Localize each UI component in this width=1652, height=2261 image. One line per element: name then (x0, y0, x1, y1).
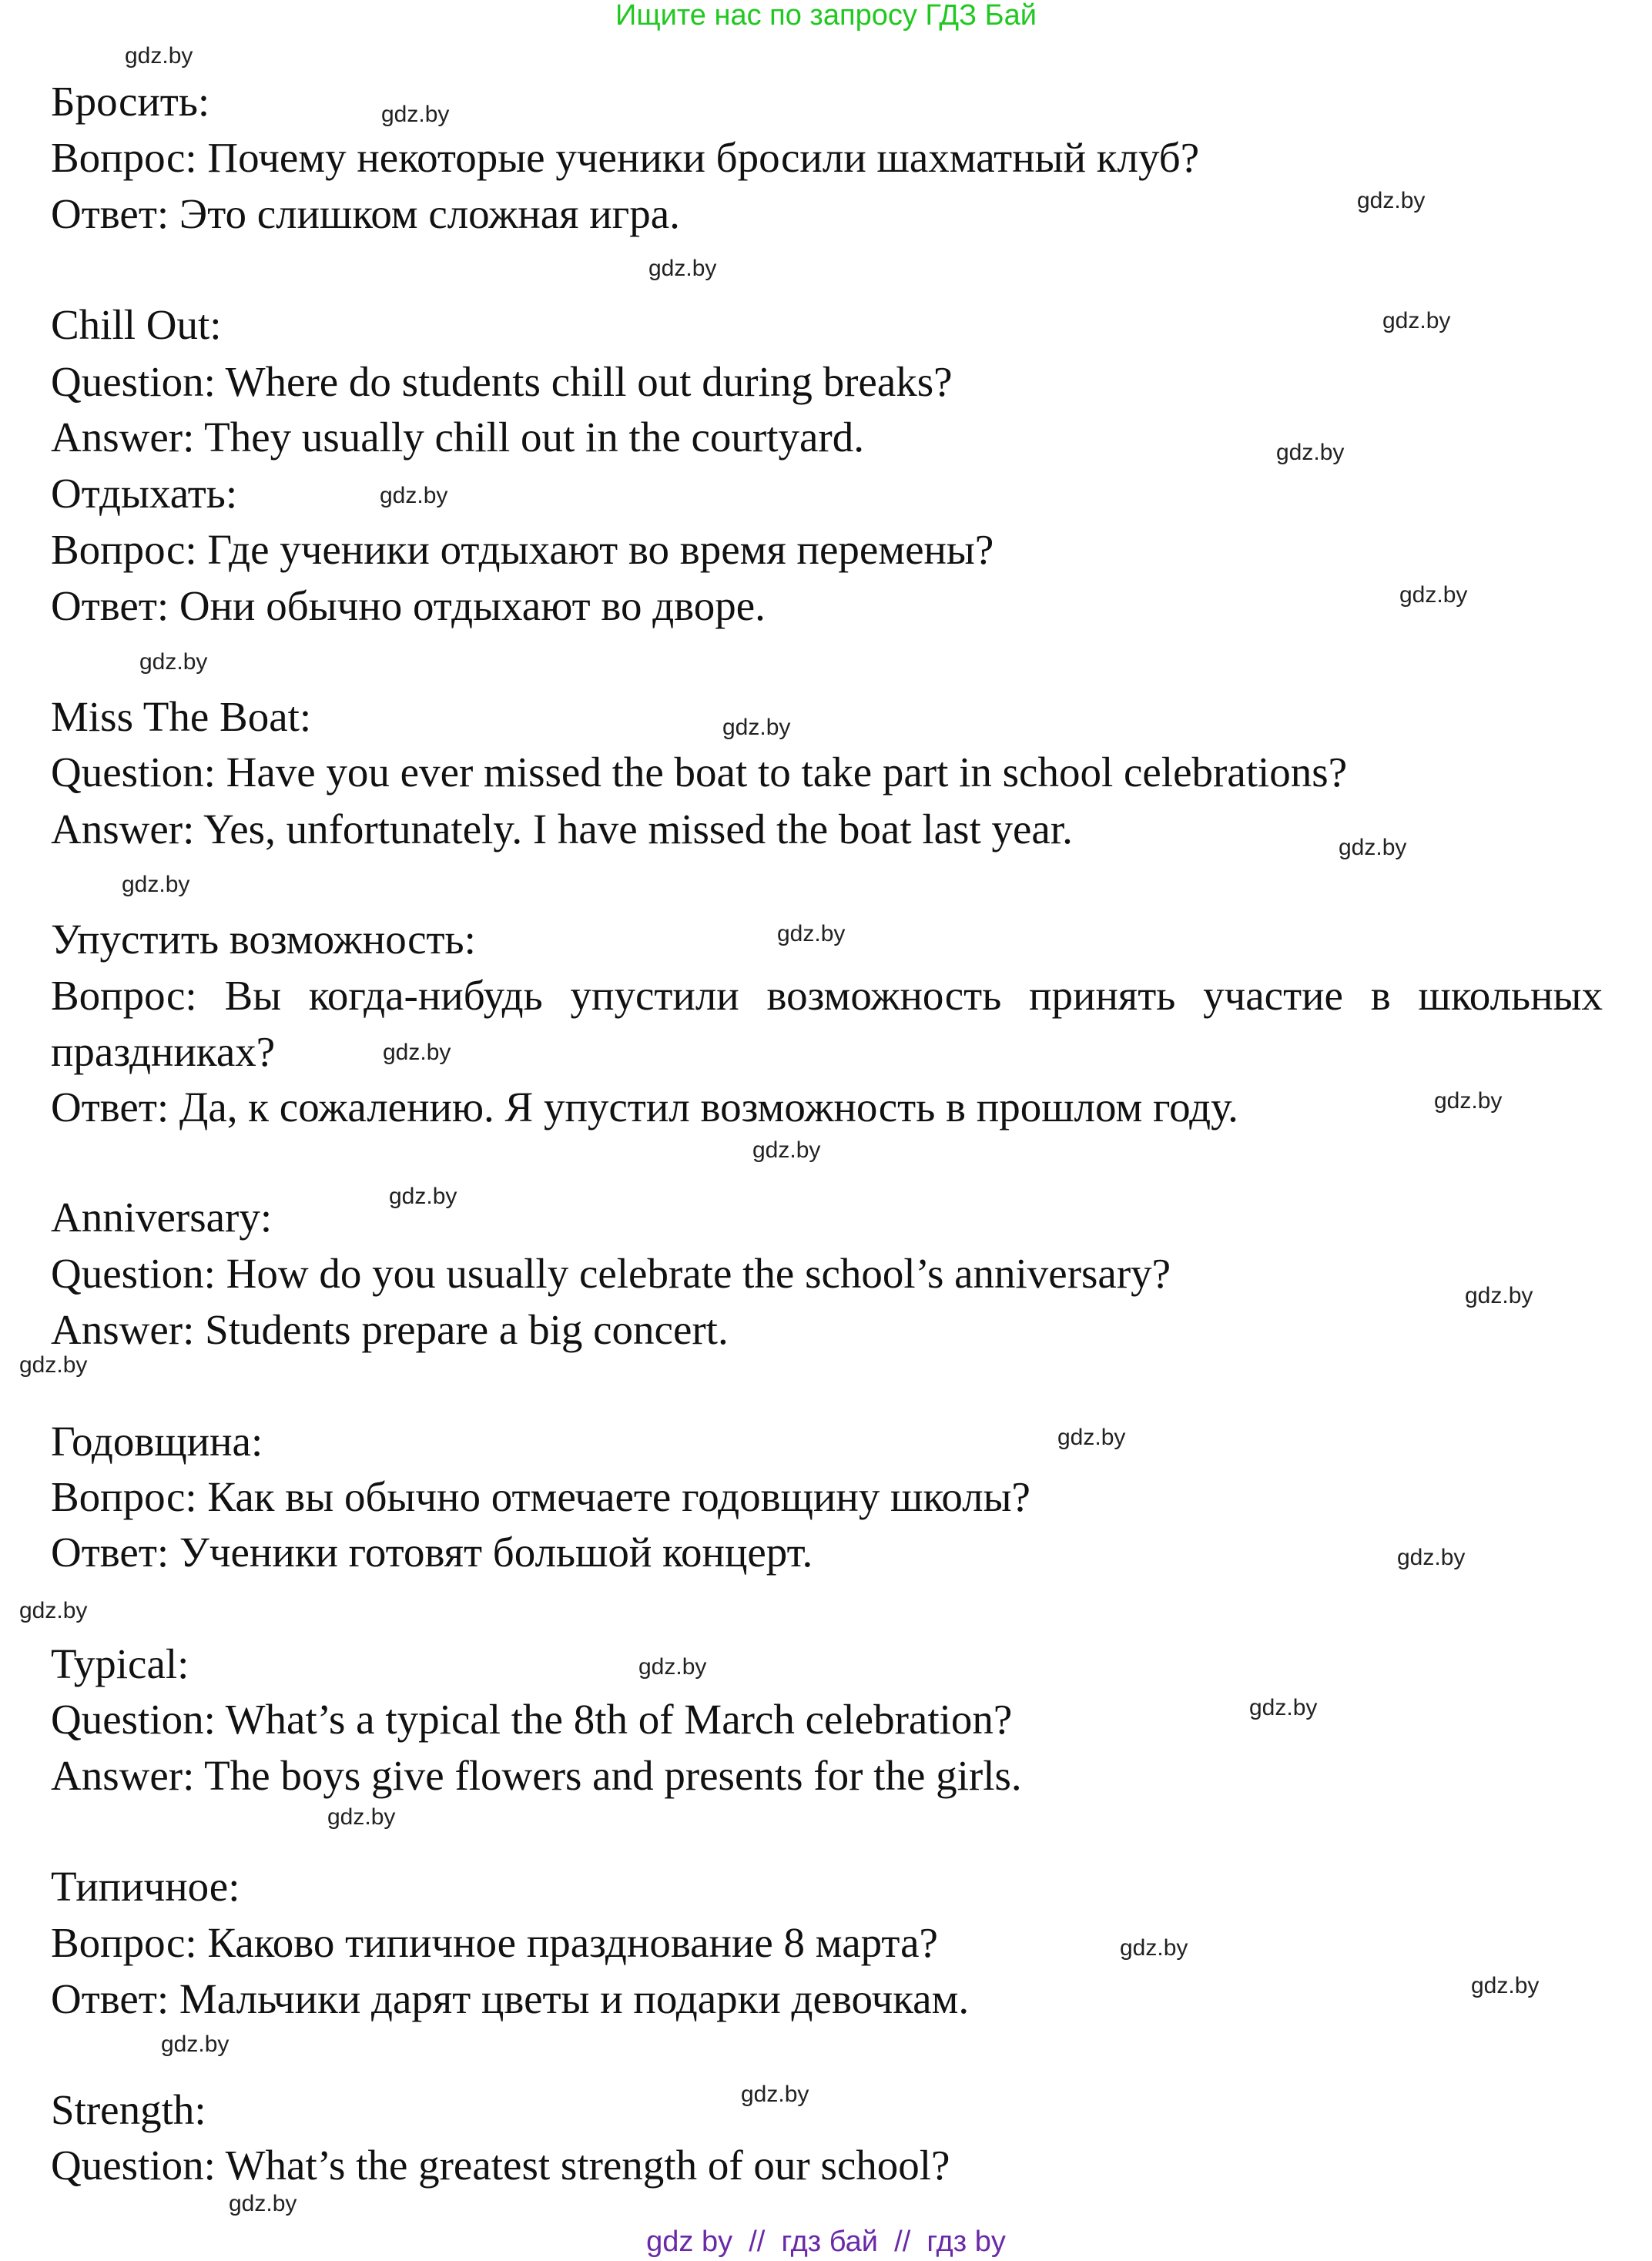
footer-links (0, 2226, 1652, 2258)
term-heading: Strength: (51, 2086, 206, 2133)
watermark: gdz.by (229, 2191, 297, 2216)
question-line: Question: Have you ever missed the boat to take part in school celebrations? (51, 749, 1348, 796)
footer-link-gdz-by[interactable]: gdz by (646, 2226, 733, 2258)
question-line: Вопрос: Почему некоторые ученики бросили шахматный клуб? (51, 134, 1200, 181)
watermark: gdz.by (648, 256, 717, 281)
watermark: gdz.by (777, 921, 846, 946)
footer-link-gdz-by-cyr[interactable]: гдз by (927, 2226, 1006, 2258)
answer-line: Answer: They usually chill out in the courtyard. (51, 414, 864, 461)
watermark: gdz.by (139, 649, 208, 675)
answer-line: Answer: Students prepare a big concert. (51, 1306, 729, 1353)
watermark: gdz.by (161, 2032, 230, 2057)
footer-link-gdz-bai[interactable]: гдз бай (781, 2226, 879, 2258)
watermark: gdz.by (1399, 582, 1468, 608)
watermark: gdz.by (1434, 1088, 1503, 1114)
watermark: gdz.by (19, 1352, 88, 1378)
watermark: gdz.by (1057, 1425, 1126, 1450)
question-line: Вопрос: Где ученики отдыхают во время перемены? (51, 526, 994, 573)
watermark: gdz.by (1249, 1695, 1318, 1720)
question-line: Вопрос: Каково типичное празднование 8 марта? (51, 1919, 938, 1966)
term-heading: Typical: (51, 1640, 189, 1687)
term-heading: Отдыхать: (51, 470, 238, 517)
answer-line: Ответ: Мальчики дарят цветы и подарки девочкам. (51, 1975, 970, 2022)
watermark: gdz.by (1382, 308, 1451, 333)
question-line: Question: What’s the greatest strength of our school? (51, 2142, 950, 2189)
watermark: gdz.by (741, 2082, 809, 2107)
watermark: gdz.by (752, 1137, 821, 1163)
term-heading: Chill Out: (51, 301, 222, 348)
question-line-continued: праздниках? (51, 1028, 276, 1075)
watermark: gdz.by (1339, 835, 1407, 860)
watermark: gdz.by (722, 715, 791, 740)
watermark: gdz.by (19, 1598, 88, 1623)
answer-line: Ответ: Ученики готовят большой концерт. (51, 1529, 813, 1576)
watermark: gdz.by (1397, 1545, 1466, 1570)
question-line: Вопрос: Как вы обычно отмечаете годовщину школы? (51, 1473, 1030, 1520)
question-line: Question: Where do students chill out during breaks? (51, 358, 953, 405)
answer-line: Ответ: Они обычно отдыхают во дворе. (51, 582, 766, 629)
watermark: gdz.by (327, 1804, 396, 1830)
question-line: Question: How do you usually celebrate the school’s anniversary? (51, 1250, 1171, 1297)
watermark: gdz.by (125, 43, 193, 69)
watermark: gdz.by (1276, 440, 1345, 465)
watermark: gdz.by (1465, 1283, 1533, 1308)
answer-line: Answer: Yes, unfortunately. I have missed the boat last year. (51, 806, 1073, 852)
term-heading: Anniversary: (51, 1194, 273, 1241)
term-heading: Miss The Boat: (51, 693, 312, 740)
watermark: gdz.by (638, 1654, 707, 1680)
term-heading: Годовщина: (51, 1418, 263, 1465)
watermark: gdz.by (383, 1040, 451, 1065)
watermark: gdz.by (122, 872, 190, 897)
answer-line: Answer: The boys give flowers and presents for the girls. (51, 1752, 1022, 1799)
footer-separator: // (894, 2226, 911, 2258)
watermark: gdz.by (1471, 1973, 1540, 1998)
watermark: gdz.by (1120, 1935, 1188, 1961)
term-heading: Упустить возможность: (51, 916, 476, 963)
answer-line: Ответ: Да, к сожалению. Я упустил возможность в прошлом году. (51, 1084, 1238, 1130)
search-banner: Ищите нас по запросу ГДЗ Бай (615, 0, 1037, 32)
question-line: Question: What’s a typical the 8th of March celebration? (51, 1696, 1013, 1743)
question-line: Вопрос: Вы когда-нибудь упустили возможность принять участие в школьных (51, 972, 1603, 1019)
term-heading: Типичное: (51, 1863, 240, 1910)
watermark: gdz.by (1357, 188, 1426, 213)
footer-separator: // (749, 2226, 766, 2258)
watermark: gdz.by (389, 1184, 457, 1209)
watermark: gdz.by (380, 483, 448, 508)
term-heading: Бросить: (51, 78, 210, 125)
answer-line: Ответ: Это слишком сложная игра. (51, 190, 680, 237)
watermark: gdz.by (381, 102, 450, 127)
